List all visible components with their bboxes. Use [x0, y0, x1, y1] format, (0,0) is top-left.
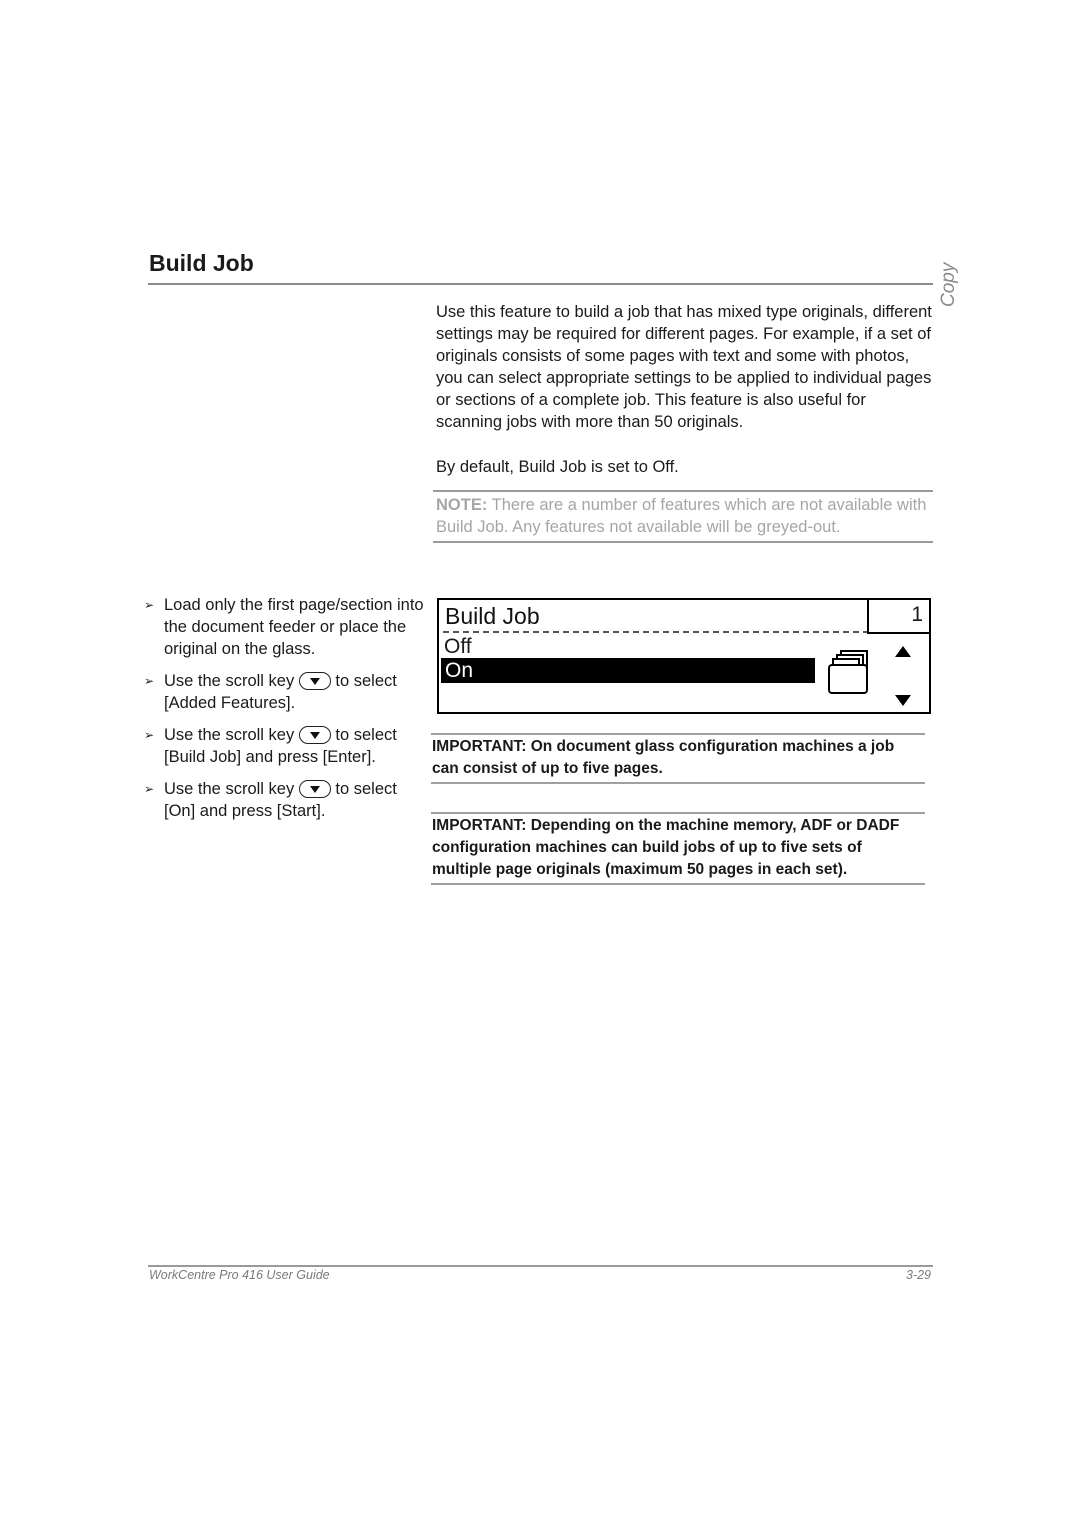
footer-divider — [148, 1265, 933, 1267]
step-arrow-icon: ➢ — [144, 674, 155, 688]
important-note-memory: IMPORTANT: Depending on the machine memory, ADF or DADF configuration machines can build jobs of up to five sets of multiple page originals (maximum 50 pages in each set). — [431, 812, 925, 885]
lcd-divider — [443, 631, 869, 633]
step-item — [142, 594, 427, 660]
lcd-count: 1 — [867, 600, 929, 634]
step-text: to select [Build Job] and press [Enter]. — [164, 726, 397, 766]
step-item — [142, 670, 427, 714]
footer-page-number: 3-29 — [905, 1268, 931, 1282]
chapter-tab — [938, 255, 972, 315]
footer-guide-title: WorkCentre Pro 416 User Guide — [149, 1268, 330, 1282]
lcd-title: Build Job — [445, 603, 540, 629]
scroll-down-key-icon — [299, 726, 331, 744]
chapter-tab-label: Copy — [938, 262, 959, 307]
step-item — [142, 724, 427, 768]
step-text: Use the scroll key — [164, 780, 295, 798]
step-arrow-icon: ➢ — [144, 728, 155, 742]
scroll-up-arrow-icon[interactable] — [895, 646, 911, 657]
step-text: Load only the first page/section into the document feeder or place the original on the glass. — [164, 596, 424, 658]
title-divider — [148, 283, 933, 285]
note-box — [433, 490, 933, 543]
default-setting-text: By default, Build Job is set to Off. — [436, 458, 679, 476]
scroll-down-key-icon — [299, 672, 331, 690]
lcd-option-off[interactable]: Off — [444, 635, 472, 658]
step-text: Use the scroll key — [164, 672, 295, 690]
step-arrow-icon: ➢ — [144, 782, 155, 796]
note-label: NOTE: — [436, 496, 488, 514]
procedure-steps — [142, 594, 427, 832]
important-note-glass: IMPORTANT: On document glass configuration machines a job can consist of up to five pages. — [431, 733, 925, 784]
intro-paragraph: Use this feature to build a job that has mixed type originals, different settings may be required for different pages. For example, if a set of originals consists of some pages with text and some with photos, you can select appropriate settings to be applied to individual pages or sections of a complete job. This feature is also useful for scanning jobs with more than 50 originals. — [436, 303, 932, 431]
step-text: to select [On] and press [Start]. — [164, 780, 397, 820]
step-text: to select [Added Features]. — [164, 672, 397, 712]
scroll-down-arrow-icon[interactable] — [895, 695, 911, 706]
step-arrow-icon: ➢ — [144, 598, 155, 612]
lcd-display — [437, 598, 931, 714]
stacked-documents-icon — [825, 648, 873, 696]
section-title: Build Job — [149, 250, 254, 276]
scroll-down-key-icon — [299, 780, 331, 798]
lcd-option-on[interactable]: On — [441, 658, 815, 683]
note-text: There are a number of features which are not available with Build Job. Any features not available will be greyed-out. — [436, 496, 927, 536]
step-item — [142, 778, 427, 822]
step-text: Use the scroll key — [164, 726, 295, 744]
